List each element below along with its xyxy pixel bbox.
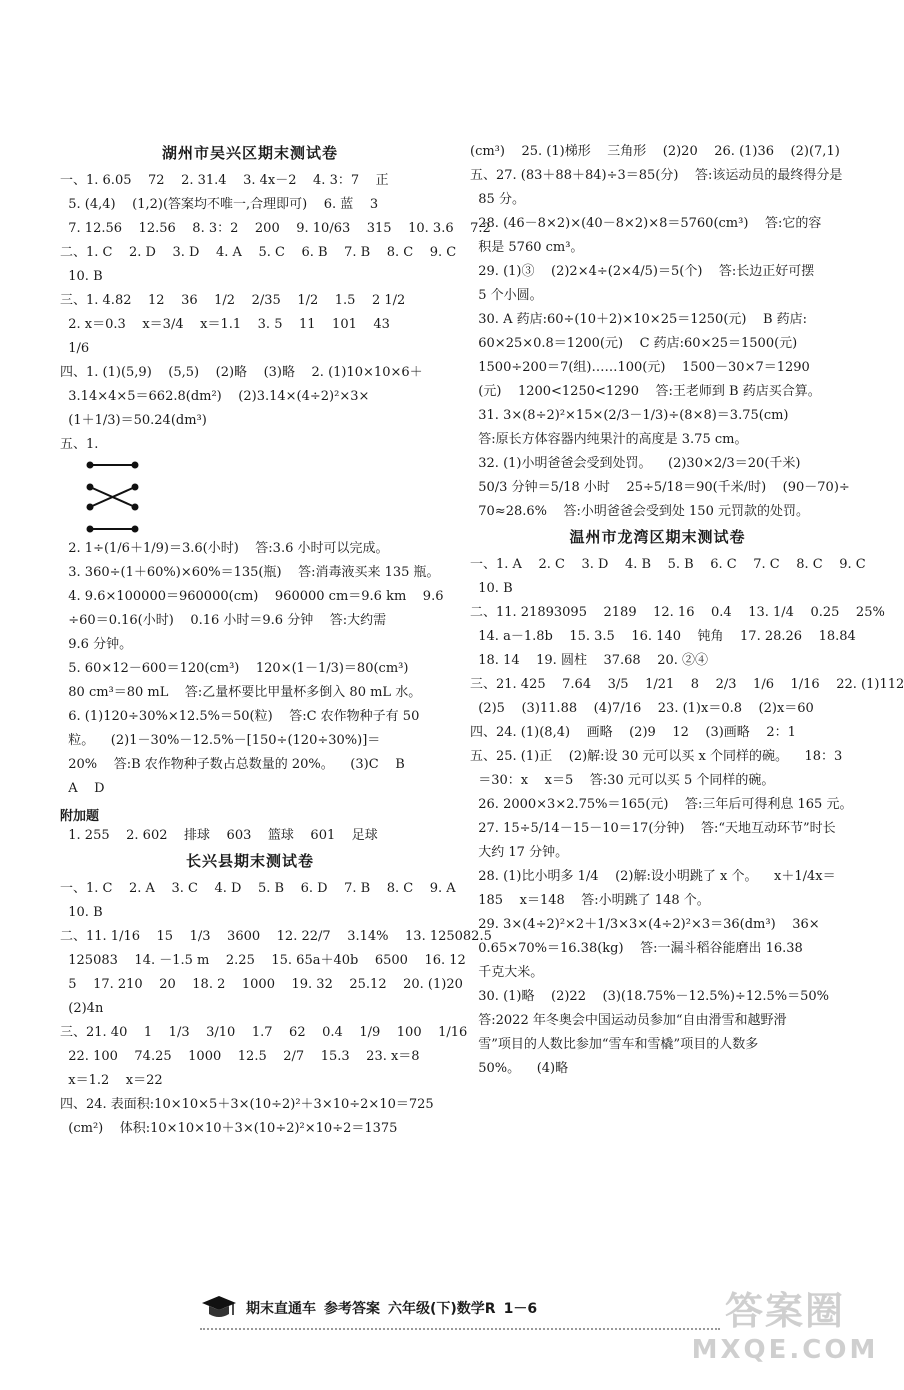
answer-line: 22. 100 74.25 1000 12.5 2/7 15.3 23. x＝8	[60, 1049, 420, 1064]
answer-line: 五、27. (83＋88＋84)÷3＝85(分) 答:该运动员的最终得分是	[470, 168, 843, 183]
answer-line: 28. (1)比小明多 1/4 (2)解:设小明跳了 x 个。 x＋1/4x＝	[470, 869, 836, 884]
answer-line: 5 17. 210 20 18. 2 1000 19. 32 25.12 20. (1)20	[60, 977, 463, 992]
answer-line: 14. a－1.8b 15. 3.5 16. 140 钝角 17. 28.26 18.84	[470, 629, 856, 644]
answer-line: 千克大米。	[470, 965, 544, 980]
answer-line: 三、21. 40 1 1/3 3/10 1.7 62 0.4 1/9 100 1/16	[60, 1025, 468, 1040]
answer-line: 5 个小圆。	[470, 288, 543, 303]
footer-brand: 期末直通车	[246, 1301, 316, 1317]
answer-line: (cm²) 体积:10×10×10＋3×(10÷2)²×10÷2＝1375	[60, 1121, 398, 1136]
answer-line: 5. (4,4) (1,2)(答案均不唯一,合理即可) 6. 蓝 3	[60, 197, 379, 212]
answer-line: 185 x＝148 答:小明跳了 148 个。	[470, 893, 710, 908]
answer-line: 五、1.	[60, 437, 99, 452]
answer-line: 四、24. 表面积:10×10×5＋3×(10÷2)²＋3×10÷2×10＝725	[60, 1097, 434, 1112]
addon-answers: 1. 255 2. 602 排球 603 篮球 601 足球	[60, 828, 378, 843]
answer-line: x＝1.2 x＝22	[60, 1073, 163, 1088]
answer-line: 3. 360÷(1＋60%)×60%＝135(瓶) 答:消毒液买来 135 瓶。	[60, 565, 440, 580]
answer-line: 答:2022 年冬奥会中国运动员参加“自由滑雪和越野滑	[470, 1013, 787, 1028]
answer-line: 3.14×4×5＝662.8(dm²) (2)3.14×(4÷2)²×3×	[60, 389, 370, 404]
answer-line: (cm³) 25. (1)梯形 三角形 (2)20 26. (1)36 (2)(7,1)	[470, 144, 840, 159]
answer-line: 四、24. (1)(8,4) 画略 (2)9 12 (3)画略 2：1	[470, 725, 796, 740]
answer-line: 大约 17 分钟。	[470, 845, 569, 860]
answer-line: 26. 2000×3×2.75%＝165(元) 答:三年后可得利息 165 元。	[470, 797, 853, 812]
answer-line: 18. 14 19. 圆柱 37.68 20. ②④	[470, 653, 709, 668]
left-column	[60, 140, 492, 1141]
answer-line: 20% 答:B 农作物种子数占总数量的 20%。 (3)C B	[60, 757, 405, 772]
answer-line: 28. (46－8×2)×(40－8×2)×8＝5760(cm³) 答:它的容	[470, 216, 822, 231]
answer-line: 29. (1)③ (2)2×4÷(2×4/5)＝5(个) 答:长边正好可摆	[470, 264, 815, 279]
graduation-cap-icon	[200, 1293, 238, 1323]
answer-line: 10. B	[470, 581, 513, 596]
answer-line: 30. (1)略 (2)22 (3)(18.75%－12.5%)÷12.5%＝50%	[470, 989, 830, 1004]
answer-line: 二、11. 21893095 2189 12. 16 0.4 13. 1/4 0.25 25%	[470, 605, 885, 620]
answer-line: 一、1. A 2. C 3. D 4. B 5. B 6. C 7. C 8. C 9. C	[470, 557, 866, 572]
answer-line: 积是 5760 cm³。	[470, 240, 584, 255]
exam-title-wenzhou: 温州市龙湾区期末测试卷	[569, 528, 746, 546]
answer-line: 60×25×0.8＝1200(元) C 药店:60×25＝1500(元)	[470, 336, 798, 351]
answer-line: 二、1. C 2. D 3. D 4. A 5. C 6. B 7. B 8. C 9. C	[60, 245, 457, 260]
answer-line: (元) 1200<1250<1290 答:王老师到 B 药店买合算。	[470, 384, 821, 399]
answer-line: ÷60＝0.16(小时) 0.16 小时＝9.6 分钟 答:大约需	[60, 613, 387, 628]
answer-line: 雪”项目的人数比参加“雪车和雪橇”项目的人数多	[470, 1037, 759, 1052]
answer-line: 10. B	[60, 905, 103, 920]
matching-lines-svg	[80, 457, 200, 537]
page-footer	[200, 1288, 720, 1330]
answer-line: 二、11. 1/16 15 1/3 3600 12. 22/7 3.14% 13. 125082.5	[60, 929, 492, 944]
answer-line: 三、21. 425 7.64 3/5 1/21 8 2/3 1/6 1/16 22. (1)112	[470, 677, 904, 692]
wenzhou-answers	[470, 553, 904, 1081]
answer-line: 7. 12.56 12.56 8. 3：2 200 9. 10/63 315 10. 3.6 7.2	[60, 221, 491, 236]
answer-line: 50/3 分钟＝5/18 小时 25÷5/18＝90(千米/时) (90－70)÷	[470, 480, 850, 495]
answer-line: 三、1. 4.82 12 36 1/2 2/35 1/2 1.5 2 1/2	[60, 293, 406, 308]
answer-line: 粒。 (2)1－30%－12.5%－[150÷(120÷30%)]＝	[60, 733, 381, 748]
answer-line: 4. 9.6×100000＝960000(cm) 960000 cm＝9.6 km 9.6	[60, 589, 444, 604]
answer-line: (2)5 (3)11.88 (4)7/16 23. (1)x＝0.8 (2)x＝60	[470, 701, 814, 716]
answer-line: 答:原长方体容器内纯果汁的高度是 3.75 cm。	[470, 432, 748, 447]
changxing-answers	[60, 877, 492, 1141]
answer-line: 1/6	[60, 341, 90, 356]
answer-line: 31. 3×(8÷2)²×15×(2/3－1/3)÷(8×8)＝3.75(cm)	[470, 408, 789, 423]
answer-line: 70≈28.6% 答:小明爸爸会受到处 150 元罚款的处罚。	[470, 504, 809, 519]
answer-line: 29. 3×(4÷2)²×2＋1/3×3×(4÷2)²×3＝36(dm³) 36×	[470, 917, 820, 932]
answer-line: 50%。 (4)略	[470, 1061, 569, 1076]
answer-line: 2. x＝0.3 x＝3/4 x＝1.1 3. 5 11 101 43	[60, 317, 390, 332]
addon-heading: 附加题	[60, 809, 100, 824]
answer-line: 10. B	[60, 269, 103, 284]
answer-line: 27. 15÷5/14－15－10＝17(分钟) 答:“天地互动环节”时长	[470, 821, 836, 836]
answer-line: (1＋1/3)＝50.24(dm³)	[60, 413, 207, 428]
huzhou-answers-part1	[60, 169, 491, 457]
footer-grade: 六年级(下)数学R	[388, 1301, 496, 1317]
answer-line: 一、1. 6.05 72 2. 31.4 3. 4x－2 4. 3：7 正	[60, 173, 389, 188]
answer-line: 五、25. (1)正 (2)解:设 30 元可以买 x 个同样的碗。 18：3	[470, 749, 843, 764]
answer-line: 四、1. (1)(5,9) (5,5) (2)略 (3)略 2. (1)10×10×6＋	[60, 365, 423, 380]
answer-line: A D	[60, 781, 105, 796]
answer-line: ＝30：x x＝5 答:30 元可以买 5 个同样的碗。	[470, 773, 775, 788]
footer-answers-label: 参考答案	[324, 1301, 380, 1317]
answer-line: 2. 1÷(1/6＋1/9)＝3.6(小时) 答:3.6 小时可以完成。	[60, 541, 389, 556]
huzhou-answers-part2	[60, 537, 444, 801]
answer-line: 一、1. C 2. A 3. C 4. D 5. B 6. D 7. B 8. C 9. A	[60, 881, 456, 896]
matching-lines-figure	[80, 457, 200, 537]
right-column	[470, 140, 904, 1081]
footer-page-number: 1－6	[503, 1301, 538, 1317]
watermark	[690, 1280, 880, 1380]
answer-line: 32. (1)小明爸爸会受到处罚。 (2)30×2/3＝20(千米)	[470, 456, 801, 471]
watermark-url: MXQE.COM	[691, 1335, 879, 1365]
answer-line: 125083 14. －1.5 m 2.25 15. 65a＋40b 6500 16. 12	[60, 953, 466, 968]
answer-line: 9.6 分钟。	[60, 637, 133, 652]
exam-title-changxing: 长兴县期末测试卷	[185, 852, 314, 870]
answer-line: 85 分。	[470, 192, 525, 207]
answer-line: 30. A 药店:60÷(10＋2)×10×25＝1250(元) B 药店:	[470, 312, 808, 327]
answer-line: 80 cm³＝80 mL 答:乙量杯要比甲量杯多倒入 80 mL 水。	[60, 685, 422, 700]
watermark-logo-text: 答案圈	[724, 1289, 845, 1333]
answer-line: (2)4n	[60, 1001, 104, 1016]
answer-line: 1500÷200＝7(组)……100(元) 1500－30×7＝1290	[470, 360, 810, 375]
exam-title-huzhou: 湖州市吴兴区期末测试卷	[161, 144, 338, 162]
answer-line: 5. 60×12－600＝120(cm³) 120×(1－1/3)＝80(cm³)	[60, 661, 409, 676]
answer-line: 0.65×70%＝16.38(kg) 答:一漏斗稻谷能磨出 16.38	[470, 941, 803, 956]
changxing-answers-continued	[470, 140, 850, 524]
answer-line: 6. (1)120÷30%×12.5%＝50(粒) 答:C 农作物种子有 50	[60, 709, 420, 724]
